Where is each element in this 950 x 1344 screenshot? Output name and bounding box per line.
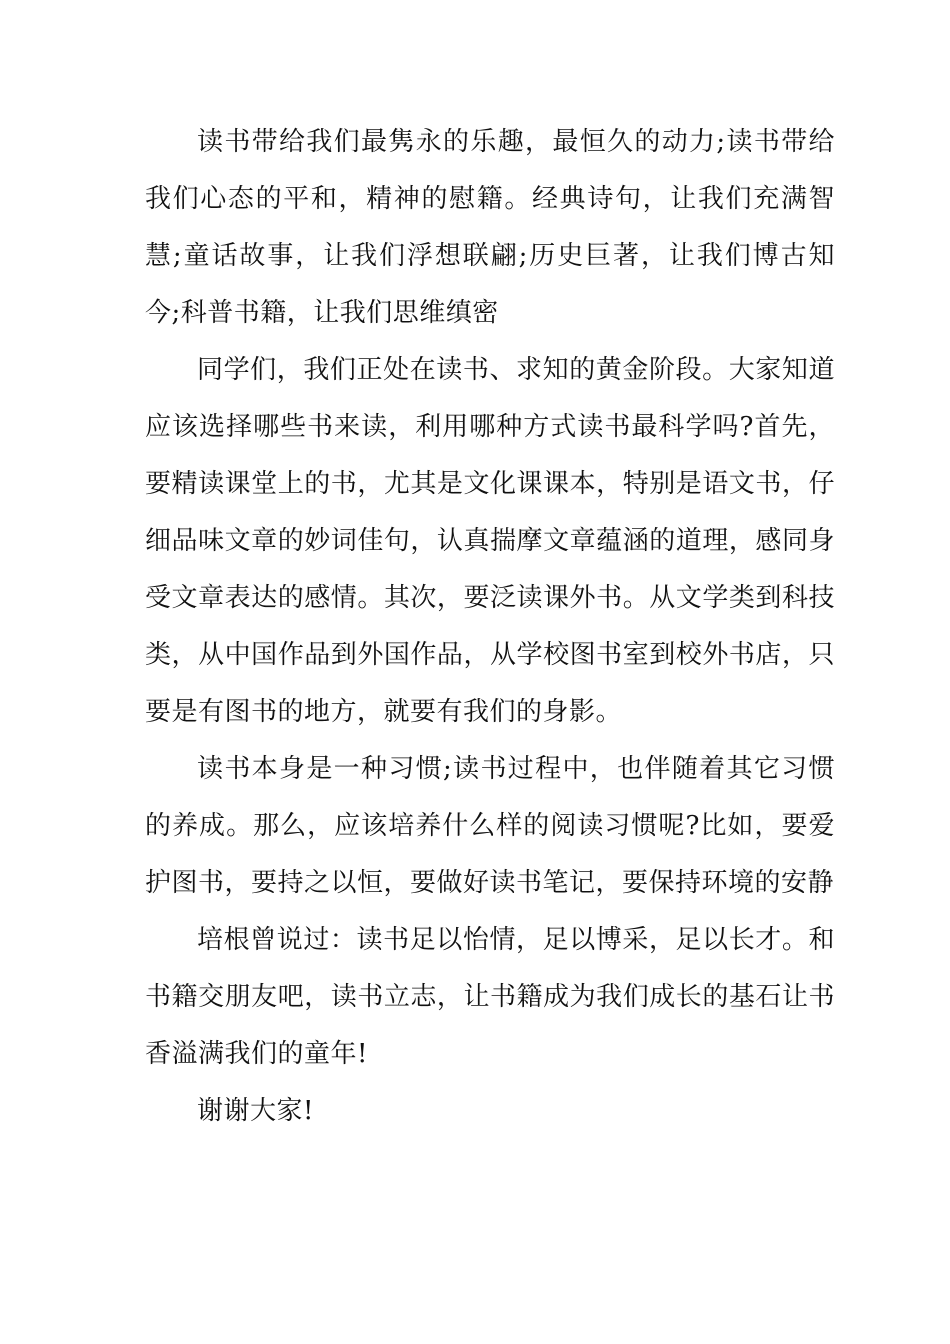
- paragraph-reading-benefits: 读书带给我们最隽永的乐趣，最恒久的动力;读书带给我们心态的平和，精神的慰籍。经典诗句，让我们充满智慧;童话故事，让我们浮想联翩;历史巨著，让我们博古知今;科普书籍，让我们思维缜密: [145, 127, 835, 328]
- paragraph-reading-habits: 读书本身是一种习惯;读书过程中，也伴随着其它习惯的养成。那么，应该培养什么样的阅读习惯呢?比如，要爱护图书，要持之以恒，要做好读书笔记，要保持环境的安静: [145, 754, 835, 898]
- document-body: [145, 114, 835, 1140]
- paragraph-thanks: 谢谢大家!: [197, 1096, 314, 1126]
- paragraph-bacon-quote: 培根曾说过：读书足以怡情，足以博采，足以长才。和书籍交朋友吧，读书立志，让书籍成为我们成长的基石让书香溢满我们的童年!: [145, 925, 835, 1069]
- paragraph-reading-methods: 同学们，我们正处在读书、求知的黄金阶段。大家知道应该选择哪些书来读，利用哪种方式读书最科学吗?首先，要精读课堂上的书，尤其是文化课课本，特别是语文书，仔细品味文章的妙词佳句，认真揣摩文章蕴涵的道理，感同身受文章表达的感情。其次，要泛读课外书。从文学类到科技类，从中国作品到外国作品，从学校图书室到校外书店，只要是有图书的地方，就要有我们的身影。: [145, 355, 835, 727]
